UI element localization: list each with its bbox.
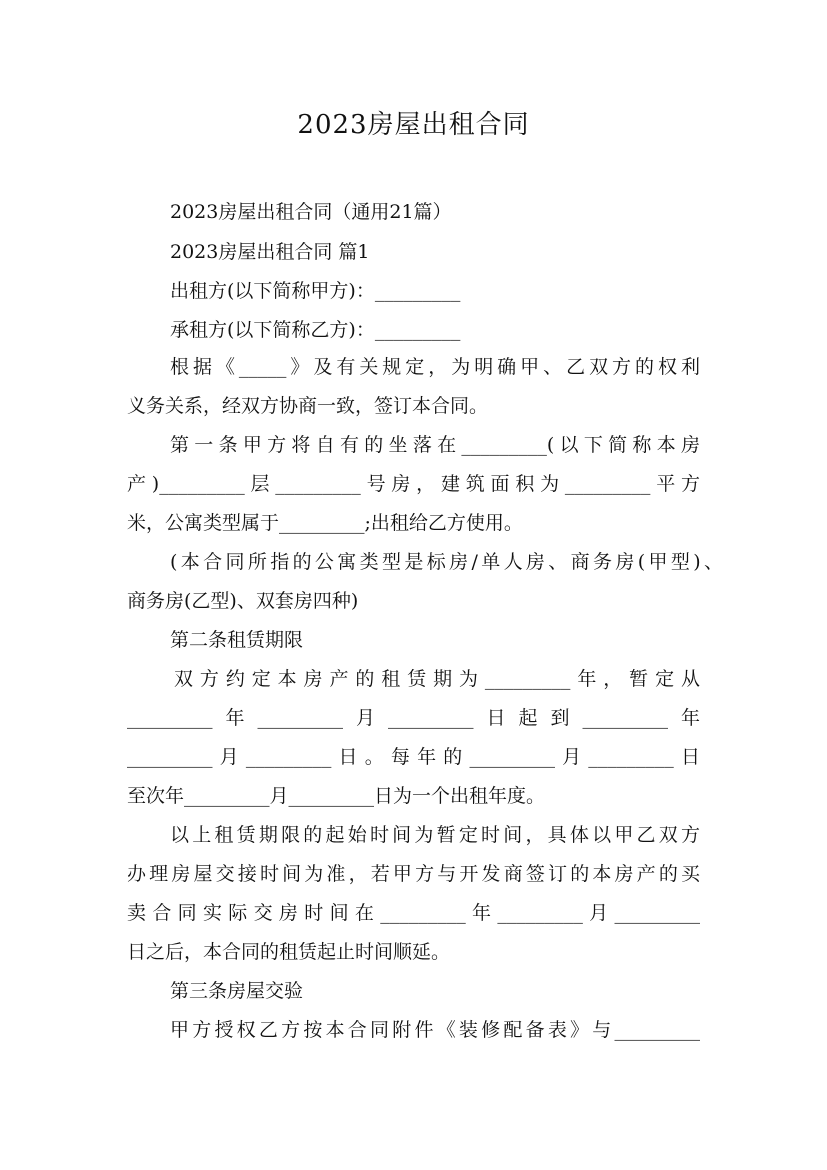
paragraph-line: 日之后，本合同的租赁起止时间顺延。 [127,941,451,963]
paragraph-line: 义务关系，经双方协商一致，签订本合同。 [127,395,489,417]
paragraph-line: (本合同所指的公寓类型是标房/单人房、商务房(甲型)、 [170,551,723,573]
paragraph-line: 米，公寓类型属于_________;出租给乙方使用。 [127,512,523,534]
subtitle-line: 2023房屋出租合同（通用21篇） [170,201,452,223]
paragraph-line: 商务房(乙型)、双套房四种) [127,590,359,612]
paragraph-line: 甲方授权乙方按本合同附件《装修配备表》与_________ [170,1019,700,1041]
paragraph-line: _________年_________月_________日起到_________年 [127,707,700,729]
paragraph-line: _________月_________日。每年的_________月_________日 [127,746,700,768]
paragraph-line: 至次年_________月_________日为一个出租年度。 [127,785,546,807]
lessee-line: 承租方(以下简称乙方)：_________ [170,319,461,341]
paragraph-line: 卖合同实际交房时间在_________年_________月_________ [127,902,700,924]
article-heading: 第二条租赁期限 [170,629,304,651]
section-heading: 2023房屋出租合同 篇1 [170,241,370,263]
paragraph-line: 以上租赁期限的起始时间为暂定时间，具体以甲乙双方 [170,824,700,846]
paragraph-line: 产)_________层_________号房，建筑面积为_________平方 [127,473,700,495]
paragraph-line: 双方约定本房产的租赁期为_________年，暂定从 [174,668,700,690]
document-title: 2023房屋出租合同 [297,110,530,140]
lessor-line: 出租方(以下简称甲方)：_________ [170,280,461,302]
paragraph-line: 根据《_____》及有关规定，为明确甲、乙双方的权利 [170,356,700,378]
article-heading: 第三条房屋交验 [170,980,304,1002]
paragraph-line: 第一条甲方将自有的坐落在_________(以下简称本房 [170,434,700,456]
paragraph-line: 办理房屋交接时间为准，若甲方与开发商签订的本房产的买 [127,863,700,885]
